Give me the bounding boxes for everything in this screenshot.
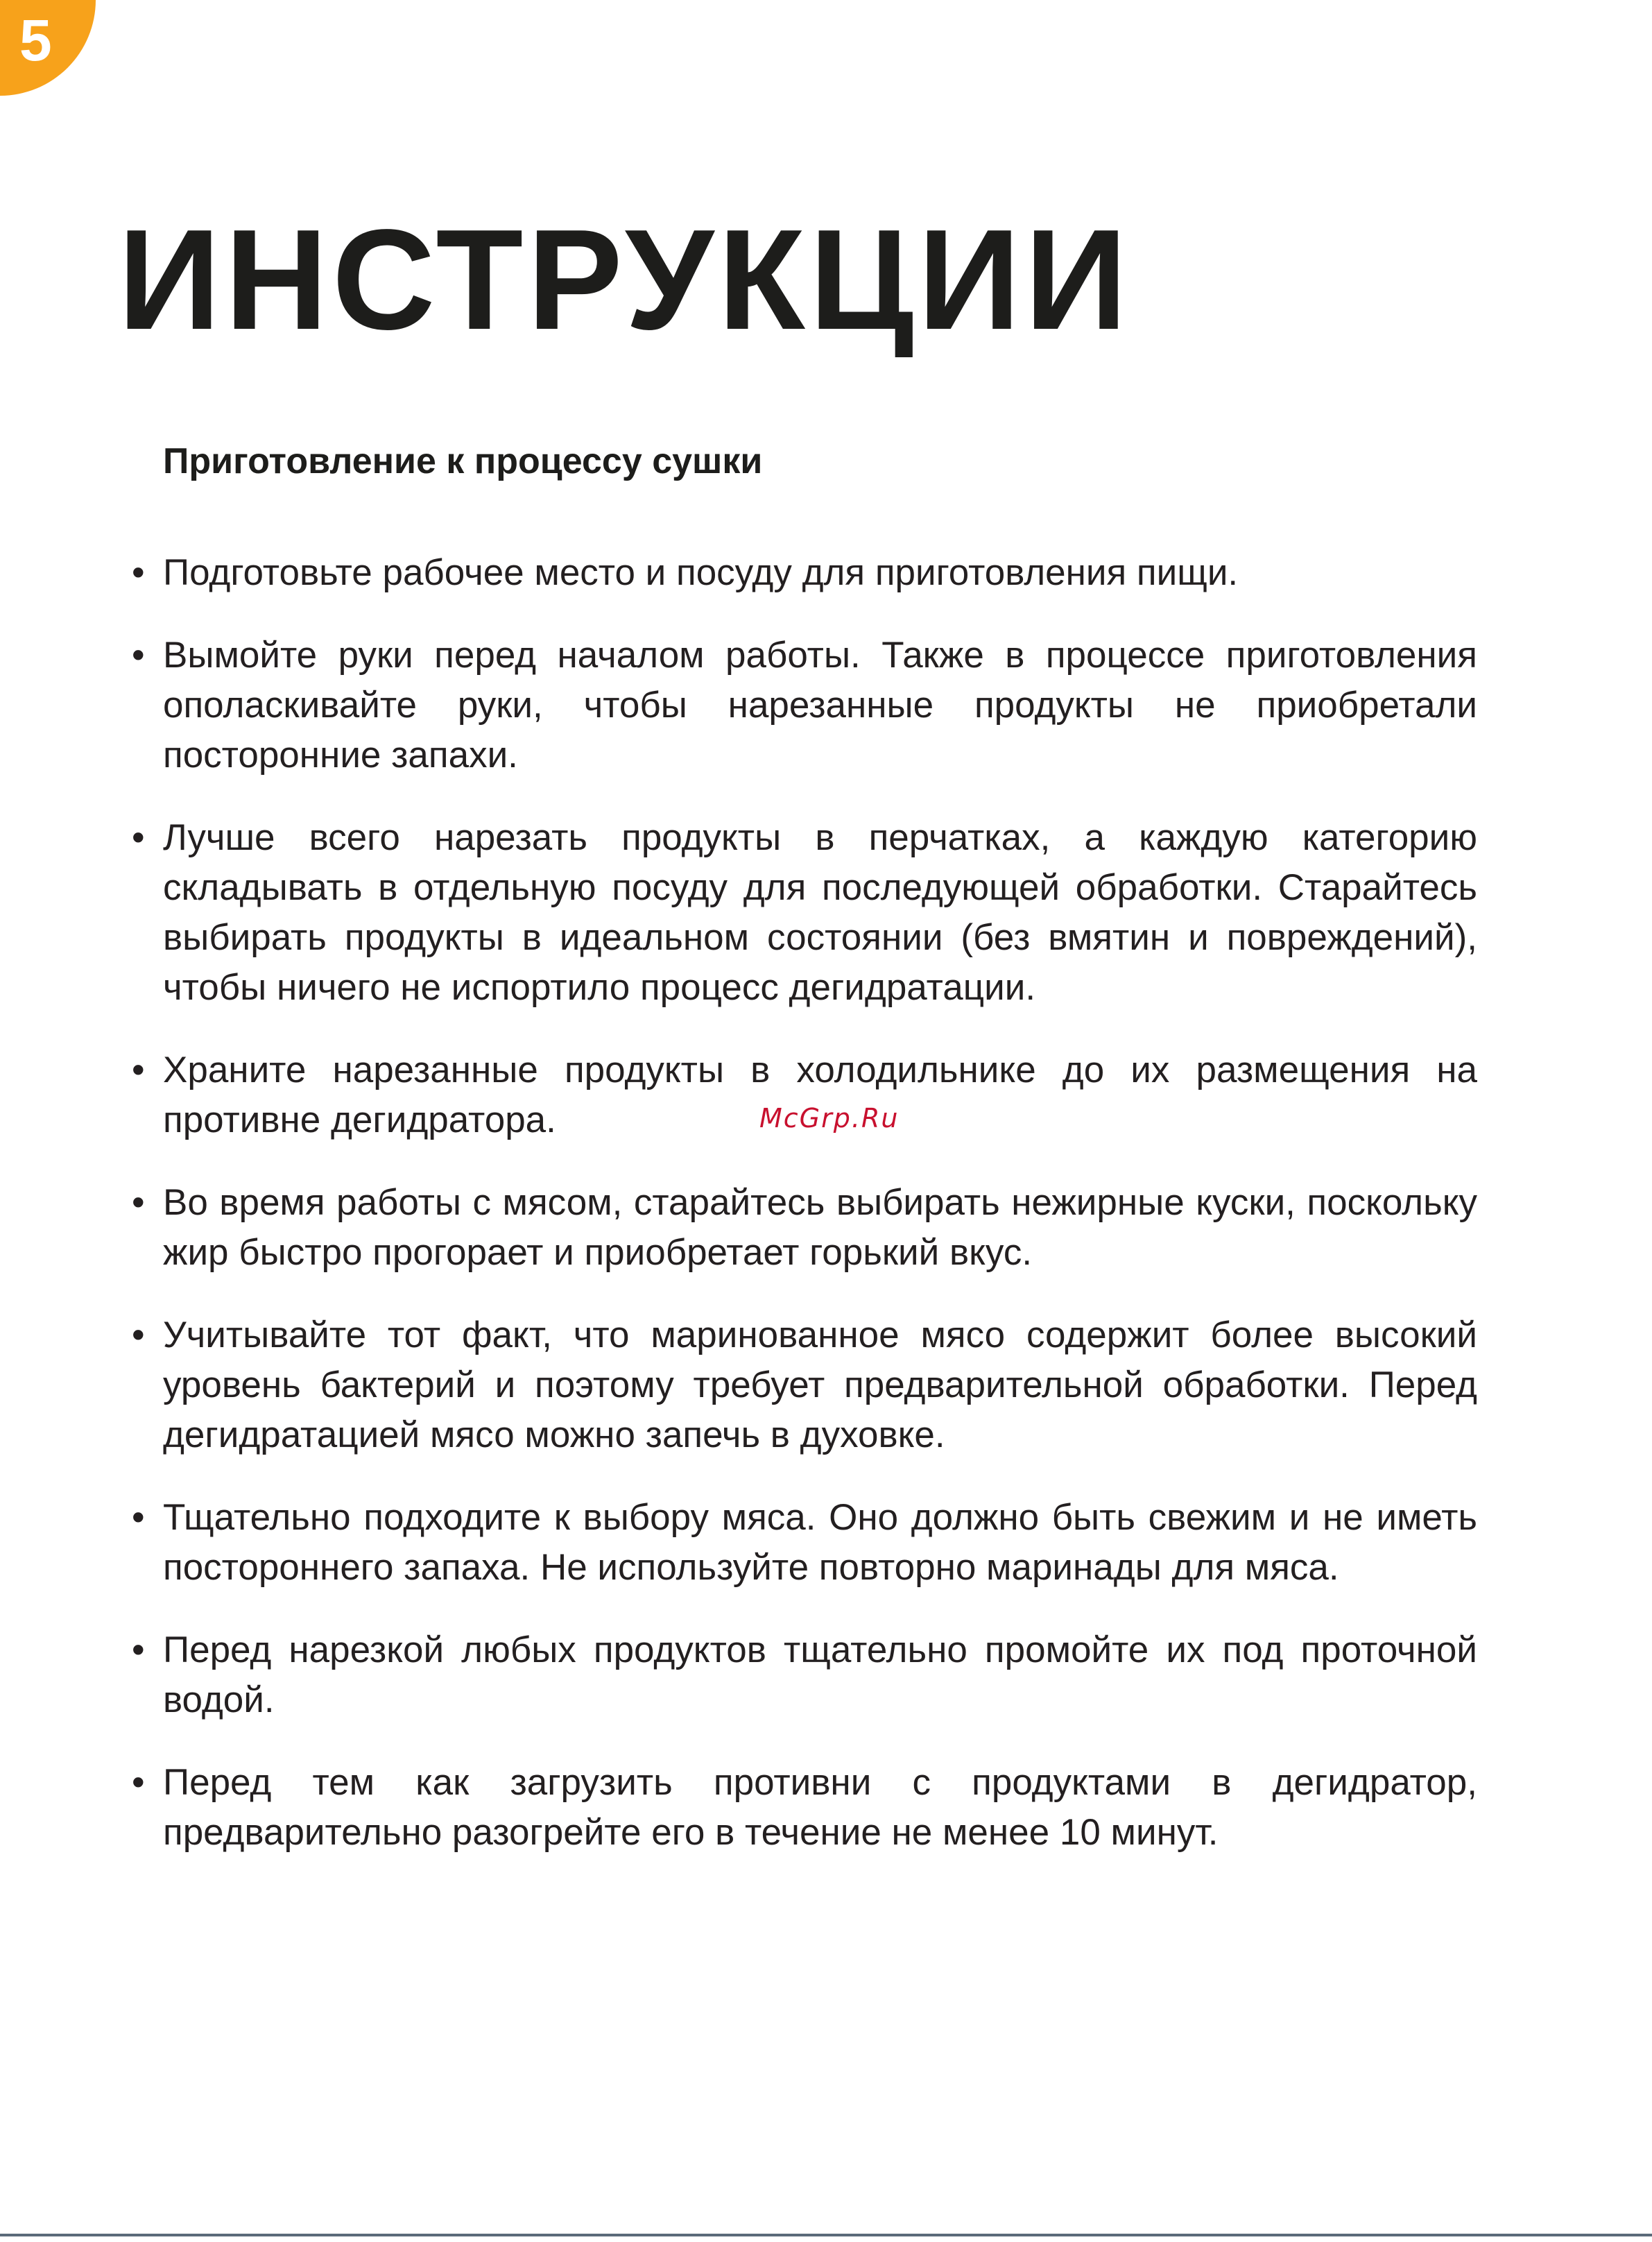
watermark: McGrp.Ru	[759, 1103, 900, 1133]
list-item-text: Перед тем как загрузить противни с продуктами в дегидратор, предварительно разогрейте его в течение не менее 10 минут.	[163, 1762, 1477, 1853]
list-item	[132, 1178, 1477, 1278]
bullet-icon: •	[132, 1497, 145, 1538]
bullet-icon: •	[132, 635, 145, 676]
list-item	[132, 1625, 1477, 1725]
bullet-icon: •	[132, 817, 145, 858]
bottom-divider	[0, 2234, 1652, 2236]
bullet-icon: •	[132, 552, 145, 593]
list-item-text: Храните нарезанные продукты в холодильнике до их размещения на противне дегидратора.	[163, 1050, 1477, 1140]
list-item-text: Перед нарезкой любых продуктов тщательно промойте их под проточной водой.	[163, 1629, 1477, 1720]
list-item-text: Лучше всего нарезать продукты в перчатках, а каждую категорию складывать в отдельную посуду для последующей обработки. Старайтесь выбирать продукты в идеальном состоянии (без вмятин и повреждений), чтобы ничего не испортило процесс дегидратации.	[163, 817, 1477, 1008]
list-item	[132, 1758, 1477, 1858]
list-item	[132, 813, 1477, 1013]
bullet-icon: •	[132, 1315, 145, 1355]
section-subtitle: Приготовление к процессу сушки	[163, 441, 763, 481]
list-item-text: Вымойте руки перед началом работы. Также в процессе приготовления ополаскивайте руки, чтобы нарезанные продукты не приобретали посторонние запахи.	[163, 635, 1477, 776]
bullet-icon: •	[132, 1629, 145, 1670]
bullet-icon: •	[132, 1050, 145, 1090]
page-title: ИНСТРУКЦИИ	[118, 200, 1132, 359]
list-item-text: Подготовьте рабочее место и посуду для приготовления пищи.	[163, 552, 1239, 593]
list-item-text: Учитывайте тот факт, что маринованное мясо содержит более высокий уровень бактерий и поэтому требует предварительной обработки. Перед дегидратацией мясо можно запечь в духовке.	[163, 1315, 1477, 1455]
list-item	[132, 1310, 1477, 1460]
list-item	[132, 548, 1477, 598]
list-item-text: Тщательно подходите к выбору мяса. Оно должно быть свежим и не иметь постороннего запаха. Не используйте повторно маринады для мяса.	[163, 1497, 1477, 1588]
list-item-text: Во время работы с мясом, старайтесь выбирать нежирные куски, поскольку жир быстро прогорает и приобретает горький вкус.	[163, 1182, 1477, 1273]
list-item	[132, 631, 1477, 780]
page-number: 5	[19, 8, 52, 73]
bullet-icon: •	[132, 1182, 145, 1223]
bullet-icon: •	[132, 1762, 145, 1803]
instructions-list	[132, 548, 1477, 1890]
list-item	[132, 1493, 1477, 1593]
